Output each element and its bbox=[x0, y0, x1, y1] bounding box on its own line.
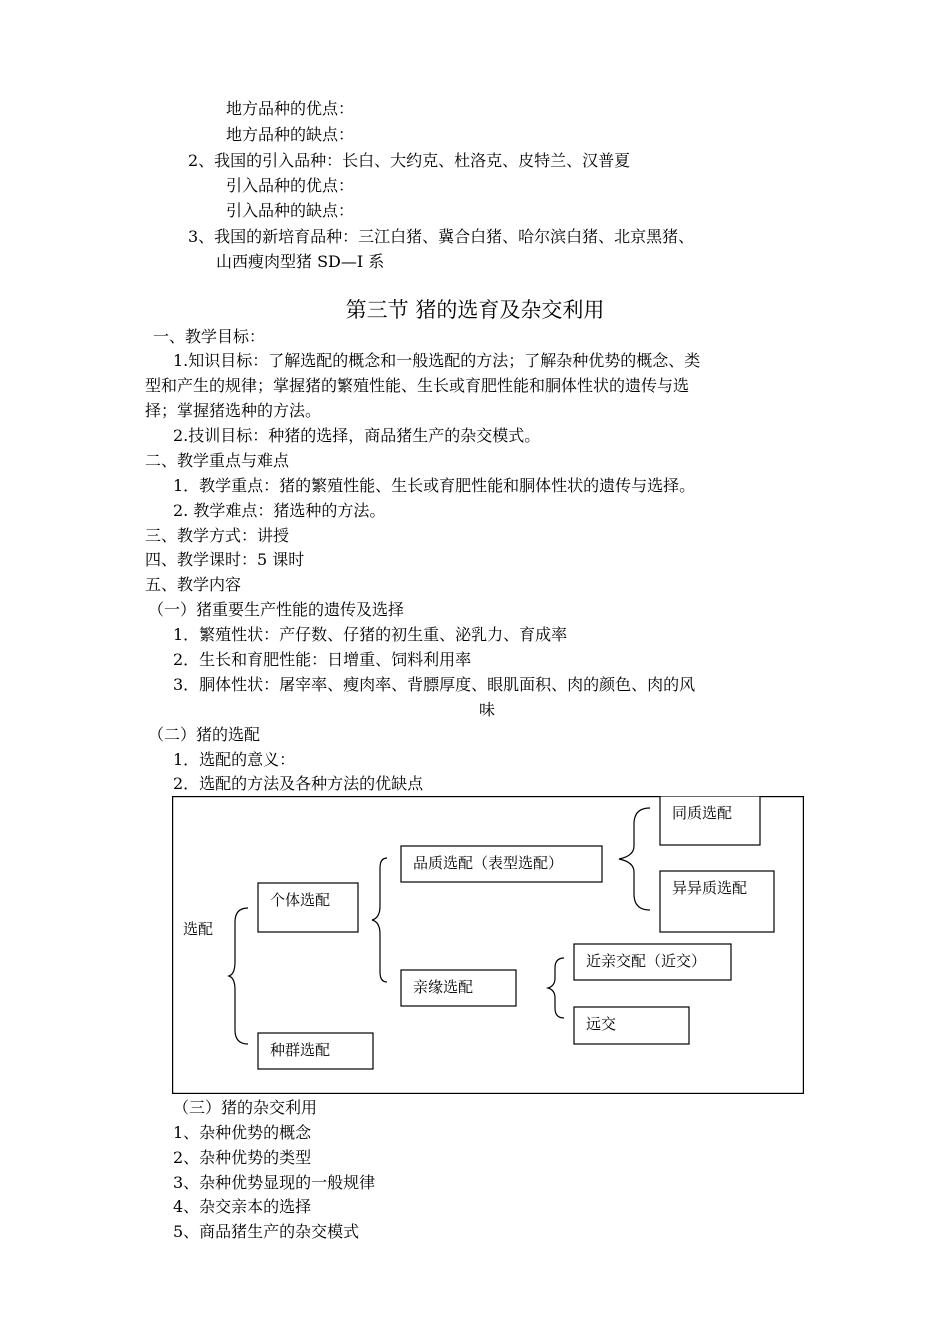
brace-quality bbox=[619, 808, 650, 910]
text-line: 山西瘦肉型猪 SD—I 系 bbox=[216, 252, 385, 271]
brace-individual bbox=[372, 858, 387, 982]
text-line: 3．胴体性状：屠宰率、瘦肉率、背膘厚度、眼肌面积、肉的颜色、肉的风 bbox=[173, 675, 696, 694]
text-line: 2. 教学难点：猪选种的方法。 bbox=[173, 501, 386, 520]
text-line: 2、我国的引入品种：长白、大约克、杜洛克、皮特兰、汉普夏 bbox=[188, 151, 631, 170]
outcross-label: 远交 bbox=[586, 1015, 617, 1033]
text-line: 3、杂种优势显现的一般规律 bbox=[173, 1173, 376, 1192]
text-line: 择；掌握猪选种的方法。 bbox=[145, 401, 322, 420]
heading-objectives: 一、教学目标： bbox=[153, 327, 266, 346]
text-line: 3、我国的新培育品种：三江白猪、冀合白猪、哈尔滨白猪、北京黑猪、 bbox=[188, 227, 695, 246]
section-title: 第三节 猪的选育及杂交利用 bbox=[345, 298, 605, 322]
text-line: 地方品种的缺点： bbox=[226, 125, 355, 144]
brace-root bbox=[229, 908, 248, 1044]
text-line: 型和产生的规律；掌握猪的繁殖性能、生长或育肥性能和胴体性状的遗传与选 bbox=[145, 376, 690, 395]
mating-methods-diagram bbox=[172, 796, 804, 1094]
heading-hours: 四、教学课时：5 课时 bbox=[145, 550, 305, 569]
heading-key-points: 二、教学重点与难点 bbox=[145, 451, 290, 470]
text-line: 4、杂交亲本的选择 bbox=[173, 1197, 312, 1216]
subheading: （二）猪的选配 bbox=[148, 725, 261, 744]
hetero-label: 异异质选配 bbox=[672, 879, 748, 897]
heading-method: 三、教学方式：讲授 bbox=[145, 526, 290, 545]
text-line: 1．选配的意义： bbox=[173, 750, 296, 769]
text-line: 味 bbox=[479, 700, 496, 719]
text-line: 1、杂种优势的概念 bbox=[173, 1123, 312, 1142]
text-line: 1．繁殖性状：产仔数、仔猪的初生重、泌乳力、育成率 bbox=[173, 625, 568, 644]
text-line: 1．教学重点：猪的繁殖性能、生长或育肥性能和胴体性状的遗传与选择。 bbox=[173, 476, 696, 495]
subheading: （三）猪的杂交利用 bbox=[173, 1098, 318, 1117]
text-line: 5、商品猪生产的杂交模式 bbox=[173, 1222, 360, 1241]
population-label: 种群选配 bbox=[270, 1041, 331, 1059]
individual-label: 个体选配 bbox=[270, 891, 331, 909]
subheading: （一）猪重要生产性能的遗传及选择 bbox=[148, 600, 405, 619]
inbreeding-label: 近亲交配（近交） bbox=[586, 952, 707, 970]
root-label: 选配 bbox=[183, 920, 214, 938]
text-line: 1.知识目标：了解选配的概念和一般选配的方法；了解杂种优势的概念、类 bbox=[173, 351, 701, 370]
text-line: 地方品种的优点： bbox=[226, 99, 355, 118]
brace-kinship bbox=[548, 958, 564, 1018]
homo-label: 同质选配 bbox=[672, 804, 733, 822]
kinship-label: 亲缘选配 bbox=[413, 978, 474, 996]
text-line: 引入品种的缺点： bbox=[226, 201, 355, 220]
text-line: 2、杂种优势的类型 bbox=[173, 1148, 312, 1167]
text-line: 2.技训目标：种猪的选择，商品猪生产的杂交模式。 bbox=[173, 426, 541, 445]
heading-content: 五、教学内容 bbox=[145, 575, 242, 594]
text-line: 2．选配的方法及各种方法的优缺点 bbox=[173, 774, 424, 793]
quality-label: 品质选配（表型选配） bbox=[413, 854, 564, 872]
text-line: 2．生长和育肥性能：日增重、饲料利用率 bbox=[173, 650, 472, 669]
text-line: 引入品种的优点： bbox=[226, 176, 355, 195]
